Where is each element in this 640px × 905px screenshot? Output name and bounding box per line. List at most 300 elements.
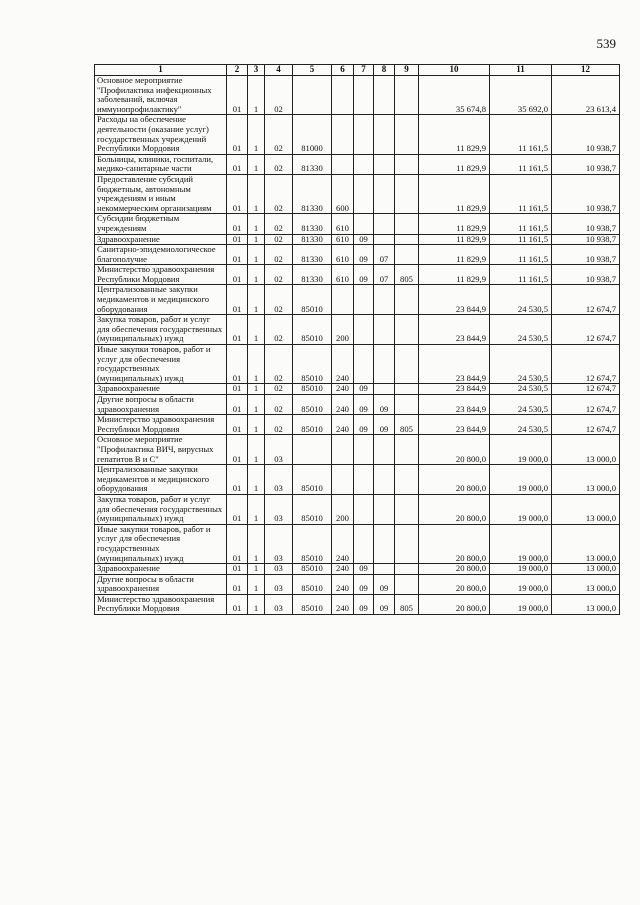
table-row <box>95 395 620 415</box>
cell-col-7: 09 <box>354 564 374 575</box>
cell-col-12: 12 674,7 <box>552 415 620 435</box>
cell-col-9 <box>395 384 419 395</box>
cell-col-6: 240 <box>332 594 354 614</box>
cell-col-8: 07 <box>374 245 395 265</box>
row-name: Министерство здравоохранения Республики Мордовия <box>97 264 215 284</box>
table-row <box>95 234 620 245</box>
cell-col-6: 600 <box>332 174 354 213</box>
cell-col-4: 02 <box>265 395 293 415</box>
cell-col-7 <box>354 285 374 315</box>
cell-col-5: 81330 <box>293 265 332 285</box>
cell-col-3: 1 <box>248 494 265 524</box>
cell-col-3: 1 <box>248 395 265 415</box>
cell-col-12: 12 674,7 <box>552 395 620 415</box>
cell-col-10: 20 800,0 <box>419 494 490 524</box>
cell-col-11: 19 000,0 <box>490 435 552 465</box>
col-header: 11 <box>490 65 552 76</box>
row-name-cell <box>95 384 227 395</box>
cell-col-4: 03 <box>265 435 293 465</box>
cell-col-5: 85010 <box>293 395 332 415</box>
cell-col-10: 11 829,9 <box>419 234 490 245</box>
cell-col-8: 09 <box>374 574 395 594</box>
row-name-cell <box>95 315 227 345</box>
row-name: Другие вопросы в области здравоохранения <box>97 574 194 594</box>
cell-col-12: 23 613,4 <box>552 76 620 115</box>
cell-col-10: 35 674,8 <box>419 76 490 115</box>
cell-col-11: 11 161,5 <box>490 265 552 285</box>
row-name-cell <box>95 265 227 285</box>
row-name-cell <box>95 465 227 495</box>
cell-col-6: 240 <box>332 384 354 395</box>
page-number: 539 <box>596 36 616 51</box>
cell-col-7 <box>354 435 374 465</box>
cell-col-8 <box>374 524 395 563</box>
cell-col-7 <box>354 524 374 563</box>
cell-col-4: 02 <box>265 315 293 345</box>
cell-col-3: 1 <box>248 285 265 315</box>
cell-col-12: 13 000,0 <box>552 574 620 594</box>
cell-col-7 <box>354 494 374 524</box>
cell-col-6 <box>332 115 354 154</box>
table-row <box>95 594 620 614</box>
cell-col-12: 13 000,0 <box>552 494 620 524</box>
cell-col-8: 09 <box>374 594 395 614</box>
col-header: 2 <box>227 65 248 76</box>
col-header: 7 <box>354 65 374 76</box>
row-name: Здравоохранение <box>97 234 160 244</box>
cell-col-9 <box>395 154 419 174</box>
col-header: 1 <box>95 65 227 76</box>
cell-col-2: 01 <box>227 174 248 213</box>
row-name: Министерство здравоохранения Республики Мордовия <box>97 414 215 434</box>
table-row <box>95 245 620 265</box>
cell-col-2: 01 <box>227 494 248 524</box>
row-name: Министерство здравоохранения Республики Мордовия <box>97 594 215 614</box>
cell-col-7: 09 <box>354 594 374 614</box>
cell-col-4: 02 <box>265 115 293 154</box>
row-name: Расходы на обеспечение деятельности (оказание услуг) государственных учреждений Республики Мордовия <box>97 114 209 154</box>
table-row <box>95 435 620 465</box>
table-row <box>95 174 620 213</box>
cell-col-2: 01 <box>227 76 248 115</box>
cell-col-2: 01 <box>227 115 248 154</box>
cell-col-8 <box>374 76 395 115</box>
cell-col-9 <box>395 234 419 245</box>
cell-col-7: 09 <box>354 234 374 245</box>
cell-col-2: 01 <box>227 435 248 465</box>
cell-col-12: 10 938,7 <box>552 265 620 285</box>
cell-col-11: 24 530,5 <box>490 345 552 384</box>
cell-col-4: 03 <box>265 574 293 594</box>
table-row <box>95 465 620 495</box>
cell-col-12: 13 000,0 <box>552 524 620 563</box>
cell-col-11: 24 530,5 <box>490 285 552 315</box>
cell-col-3: 1 <box>248 435 265 465</box>
cell-col-8 <box>374 494 395 524</box>
cell-col-2: 01 <box>227 265 248 285</box>
cell-col-12: 10 938,7 <box>552 154 620 174</box>
cell-col-12: 10 938,7 <box>552 115 620 154</box>
cell-col-11: 24 530,5 <box>490 395 552 415</box>
cell-col-10: 20 800,0 <box>419 435 490 465</box>
cell-col-10: 23 844,9 <box>419 285 490 315</box>
col-header: 5 <box>293 65 332 76</box>
row-name-cell <box>95 234 227 245</box>
cell-col-4: 02 <box>265 245 293 265</box>
cell-col-11: 11 161,5 <box>490 154 552 174</box>
cell-col-3: 1 <box>248 384 265 395</box>
cell-col-9 <box>395 574 419 594</box>
cell-col-3: 1 <box>248 174 265 213</box>
cell-col-6: 240 <box>332 524 354 563</box>
cell-col-4: 02 <box>265 265 293 285</box>
cell-col-11: 19 000,0 <box>490 465 552 495</box>
cell-col-12: 10 938,7 <box>552 234 620 245</box>
table-row <box>95 285 620 315</box>
cell-col-5: 85010 <box>293 494 332 524</box>
cell-col-10: 23 844,9 <box>419 345 490 384</box>
cell-col-6: 200 <box>332 494 354 524</box>
cell-col-6 <box>332 76 354 115</box>
cell-col-8 <box>374 564 395 575</box>
cell-col-8 <box>374 315 395 345</box>
cell-col-8 <box>374 465 395 495</box>
table-row <box>95 384 620 395</box>
cell-col-2: 01 <box>227 315 248 345</box>
cell-col-9: 805 <box>395 415 419 435</box>
cell-col-5: 81000 <box>293 115 332 154</box>
row-name-cell <box>95 174 227 213</box>
cell-col-2: 01 <box>227 465 248 495</box>
row-name: Иные закупки товаров, работ и услуг для обеспечения государственных (муниципальных) нужд <box>97 344 211 383</box>
cell-col-12: 12 674,7 <box>552 384 620 395</box>
row-name-cell <box>95 76 227 115</box>
cell-col-5: 85010 <box>293 594 332 614</box>
cell-col-12: 13 000,0 <box>552 594 620 614</box>
row-name: Закупка товаров, работ и услуг для обеспечения государственных (муниципальных) нужд <box>97 314 223 344</box>
cell-col-6 <box>332 285 354 315</box>
cell-col-6: 240 <box>332 345 354 384</box>
cell-col-9 <box>395 465 419 495</box>
cell-col-7: 09 <box>354 395 374 415</box>
row-name-cell <box>95 395 227 415</box>
cell-col-2: 01 <box>227 214 248 234</box>
cell-col-6: 610 <box>332 265 354 285</box>
cell-col-4: 03 <box>265 524 293 563</box>
cell-col-10: 20 800,0 <box>419 574 490 594</box>
table-row <box>95 564 620 575</box>
row-name-cell <box>95 245 227 265</box>
cell-col-4: 02 <box>265 214 293 234</box>
row-name: Другие вопросы в области здравоохранения <box>97 394 194 414</box>
cell-col-9 <box>395 76 419 115</box>
cell-col-12: 10 938,7 <box>552 245 620 265</box>
cell-col-2: 01 <box>227 524 248 563</box>
row-name: Предоставление субсидий бюджетным, автономным учреждениям и иным некоммерческим организациям <box>97 174 212 213</box>
cell-col-7 <box>354 154 374 174</box>
table-row <box>95 315 620 345</box>
col-header: 12 <box>552 65 620 76</box>
cell-col-3: 1 <box>248 345 265 384</box>
cell-col-3: 1 <box>248 594 265 614</box>
cell-col-3: 1 <box>248 564 265 575</box>
cell-col-5 <box>293 435 332 465</box>
cell-col-9 <box>395 435 419 465</box>
row-name: Здравоохранение <box>97 383 160 394</box>
cell-col-9 <box>395 285 419 315</box>
cell-col-11: 19 000,0 <box>490 574 552 594</box>
table-body <box>95 76 620 615</box>
cell-col-12: 13 000,0 <box>552 465 620 495</box>
cell-col-3: 1 <box>248 234 265 245</box>
cell-col-2: 01 <box>227 415 248 435</box>
cell-col-2: 01 <box>227 395 248 415</box>
cell-col-4: 02 <box>265 174 293 213</box>
cell-col-2: 01 <box>227 154 248 174</box>
cell-col-10: 20 800,0 <box>419 564 490 575</box>
cell-col-3: 1 <box>248 574 265 594</box>
cell-col-6 <box>332 465 354 495</box>
cell-col-8 <box>374 174 395 213</box>
cell-col-9: 805 <box>395 265 419 285</box>
cell-col-10: 11 829,9 <box>419 174 490 213</box>
cell-col-9 <box>395 494 419 524</box>
cell-col-11: 19 000,0 <box>490 524 552 563</box>
cell-col-12: 13 000,0 <box>552 564 620 575</box>
cell-col-11: 19 000,0 <box>490 494 552 524</box>
cell-col-5: 85010 <box>293 285 332 315</box>
table-header-row <box>95 65 620 76</box>
row-name: Централизованные закупки медикаментов и медицинского оборудования <box>97 284 210 314</box>
cell-col-5: 81330 <box>293 245 332 265</box>
table-row <box>95 524 620 563</box>
cell-col-8 <box>374 384 395 395</box>
cell-col-7 <box>354 345 374 384</box>
table-row <box>95 154 620 174</box>
cell-col-7 <box>354 315 374 345</box>
cell-col-8: 09 <box>374 415 395 435</box>
row-name-cell <box>95 285 227 315</box>
cell-col-3: 1 <box>248 76 265 115</box>
row-name: Закупка товаров, работ и услуг для обеспечения государственных (муниципальных) нужд <box>97 494 223 524</box>
row-name: Субсидии бюджетным учреждениям <box>97 213 180 233</box>
cell-col-10: 23 844,9 <box>419 395 490 415</box>
table-row <box>95 415 620 435</box>
cell-col-7: 09 <box>354 415 374 435</box>
cell-col-8 <box>374 435 395 465</box>
col-header: 9 <box>395 65 419 76</box>
cell-col-6: 240 <box>332 415 354 435</box>
cell-col-5: 81330 <box>293 154 332 174</box>
row-name-cell <box>95 524 227 563</box>
cell-col-8 <box>374 115 395 154</box>
cell-col-2: 01 <box>227 384 248 395</box>
cell-col-11: 11 161,5 <box>490 245 552 265</box>
cell-col-9 <box>395 564 419 575</box>
cell-col-6: 200 <box>332 315 354 345</box>
col-header: 10 <box>419 65 490 76</box>
cell-col-3: 1 <box>248 154 265 174</box>
cell-col-6: 240 <box>332 395 354 415</box>
cell-col-10: 20 800,0 <box>419 465 490 495</box>
cell-col-4: 03 <box>265 594 293 614</box>
cell-col-5: 85010 <box>293 524 332 563</box>
cell-col-8 <box>374 214 395 234</box>
cell-col-4: 02 <box>265 234 293 245</box>
cell-col-4: 02 <box>265 285 293 315</box>
cell-col-5: 85010 <box>293 574 332 594</box>
row-name: Больницы, клиники, госпитали, медико-санитарные части <box>97 154 214 174</box>
cell-col-9 <box>395 395 419 415</box>
row-name-cell <box>95 214 227 234</box>
cell-col-10: 11 829,9 <box>419 214 490 234</box>
cell-col-2: 01 <box>227 345 248 384</box>
cell-col-10: 11 829,9 <box>419 245 490 265</box>
cell-col-9 <box>395 174 419 213</box>
cell-col-11: 24 530,5 <box>490 415 552 435</box>
table-row <box>95 214 620 234</box>
cell-col-7 <box>354 76 374 115</box>
cell-col-2: 01 <box>227 245 248 265</box>
cell-col-12: 13 000,0 <box>552 435 620 465</box>
cell-col-11: 11 161,5 <box>490 234 552 245</box>
row-name-cell <box>95 154 227 174</box>
cell-col-4: 02 <box>265 76 293 115</box>
cell-col-10: 23 844,9 <box>419 415 490 435</box>
row-name-cell <box>95 574 227 594</box>
cell-col-7 <box>354 465 374 495</box>
cell-col-8 <box>374 285 395 315</box>
cell-col-7: 09 <box>354 245 374 265</box>
table-row <box>95 265 620 285</box>
cell-col-5 <box>293 76 332 115</box>
table-row <box>95 345 620 384</box>
cell-col-8 <box>374 234 395 245</box>
table-row <box>95 494 620 524</box>
cell-col-12: 12 674,7 <box>552 345 620 384</box>
cell-col-2: 01 <box>227 285 248 315</box>
cell-col-5: 85010 <box>293 345 332 384</box>
cell-col-10: 20 800,0 <box>419 524 490 563</box>
cell-col-10: 23 844,9 <box>419 315 490 345</box>
cell-col-8 <box>374 154 395 174</box>
cell-col-5: 81330 <box>293 174 332 213</box>
table-row <box>95 574 620 594</box>
cell-col-7 <box>354 214 374 234</box>
cell-col-11: 24 530,5 <box>490 315 552 345</box>
cell-col-8: 09 <box>374 395 395 415</box>
cell-col-10: 11 829,9 <box>419 265 490 285</box>
cell-col-2: 01 <box>227 594 248 614</box>
col-header: 3 <box>248 65 265 76</box>
cell-col-5: 85010 <box>293 415 332 435</box>
cell-col-11: 19 000,0 <box>490 594 552 614</box>
cell-col-2: 01 <box>227 234 248 245</box>
table-row <box>95 76 620 115</box>
cell-col-6: 610 <box>332 214 354 234</box>
cell-col-11: 24 530,5 <box>490 384 552 395</box>
row-name: Основное мероприятие "Профилактика ВИЧ, вирусных гепатитов В и С" <box>97 434 214 464</box>
cell-col-10: 20 800,0 <box>419 594 490 614</box>
cell-col-11: 11 161,5 <box>490 214 552 234</box>
cell-col-3: 1 <box>248 265 265 285</box>
cell-col-3: 1 <box>248 465 265 495</box>
row-name-cell <box>95 564 227 575</box>
row-name-cell <box>95 435 227 465</box>
cell-col-12: 12 674,7 <box>552 285 620 315</box>
cell-col-12: 10 938,7 <box>552 214 620 234</box>
row-name-cell <box>95 345 227 384</box>
cell-col-7: 09 <box>354 574 374 594</box>
cell-col-10: 11 829,9 <box>419 154 490 174</box>
cell-col-4: 02 <box>265 415 293 435</box>
col-header: 4 <box>265 65 293 76</box>
row-name: Централизованные закупки медикаментов и медицинского оборудования <box>97 464 210 494</box>
cell-col-3: 1 <box>248 415 265 435</box>
cell-col-3: 1 <box>248 315 265 345</box>
cell-col-8: 07 <box>374 265 395 285</box>
cell-col-7: 09 <box>354 265 374 285</box>
row-name-cell <box>95 494 227 524</box>
cell-col-3: 1 <box>248 524 265 563</box>
cell-col-6: 610 <box>332 245 354 265</box>
cell-col-6 <box>332 154 354 174</box>
cell-col-4: 03 <box>265 564 293 575</box>
cell-col-5: 85010 <box>293 564 332 575</box>
cell-col-5: 81330 <box>293 234 332 245</box>
cell-col-10: 11 829,9 <box>419 115 490 154</box>
cell-col-5: 85010 <box>293 384 332 395</box>
cell-col-3: 1 <box>248 214 265 234</box>
cell-col-7 <box>354 174 374 213</box>
cell-col-2: 01 <box>227 574 248 594</box>
cell-col-9 <box>395 315 419 345</box>
cell-col-12: 12 674,7 <box>552 315 620 345</box>
col-header: 8 <box>374 65 395 76</box>
cell-col-3: 1 <box>248 115 265 154</box>
cell-col-4: 02 <box>265 384 293 395</box>
row-name-cell <box>95 415 227 435</box>
cell-col-11: 19 000,0 <box>490 564 552 575</box>
row-name-cell <box>95 115 227 154</box>
cell-col-4: 03 <box>265 465 293 495</box>
cell-col-4: 02 <box>265 154 293 174</box>
cell-col-11: 11 161,5 <box>490 115 552 154</box>
budget-table <box>94 64 620 615</box>
cell-col-9 <box>395 115 419 154</box>
cell-col-9: 805 <box>395 594 419 614</box>
cell-col-8 <box>374 345 395 384</box>
cell-col-5: 85010 <box>293 315 332 345</box>
cell-col-9 <box>395 345 419 384</box>
row-name: Санитарно-эпидемиологическое благополучие <box>97 244 216 264</box>
cell-col-7: 09 <box>354 384 374 395</box>
cell-col-7 <box>354 115 374 154</box>
table-row <box>95 115 620 154</box>
cell-col-6: 610 <box>332 234 354 245</box>
cell-col-6: 240 <box>332 564 354 575</box>
row-name: Иные закупки товаров, работ и услуг для обеспечения государственных (муниципальных) нужд <box>97 524 211 563</box>
cell-col-11: 11 161,5 <box>490 174 552 213</box>
cell-col-10: 23 844,9 <box>419 384 490 395</box>
cell-col-6: 240 <box>332 574 354 594</box>
col-header: 6 <box>332 65 354 76</box>
row-name: Здравоохранение <box>97 563 160 574</box>
cell-col-4: 03 <box>265 494 293 524</box>
cell-col-5: 85010 <box>293 465 332 495</box>
cell-col-4: 02 <box>265 345 293 384</box>
cell-col-2: 01 <box>227 564 248 575</box>
